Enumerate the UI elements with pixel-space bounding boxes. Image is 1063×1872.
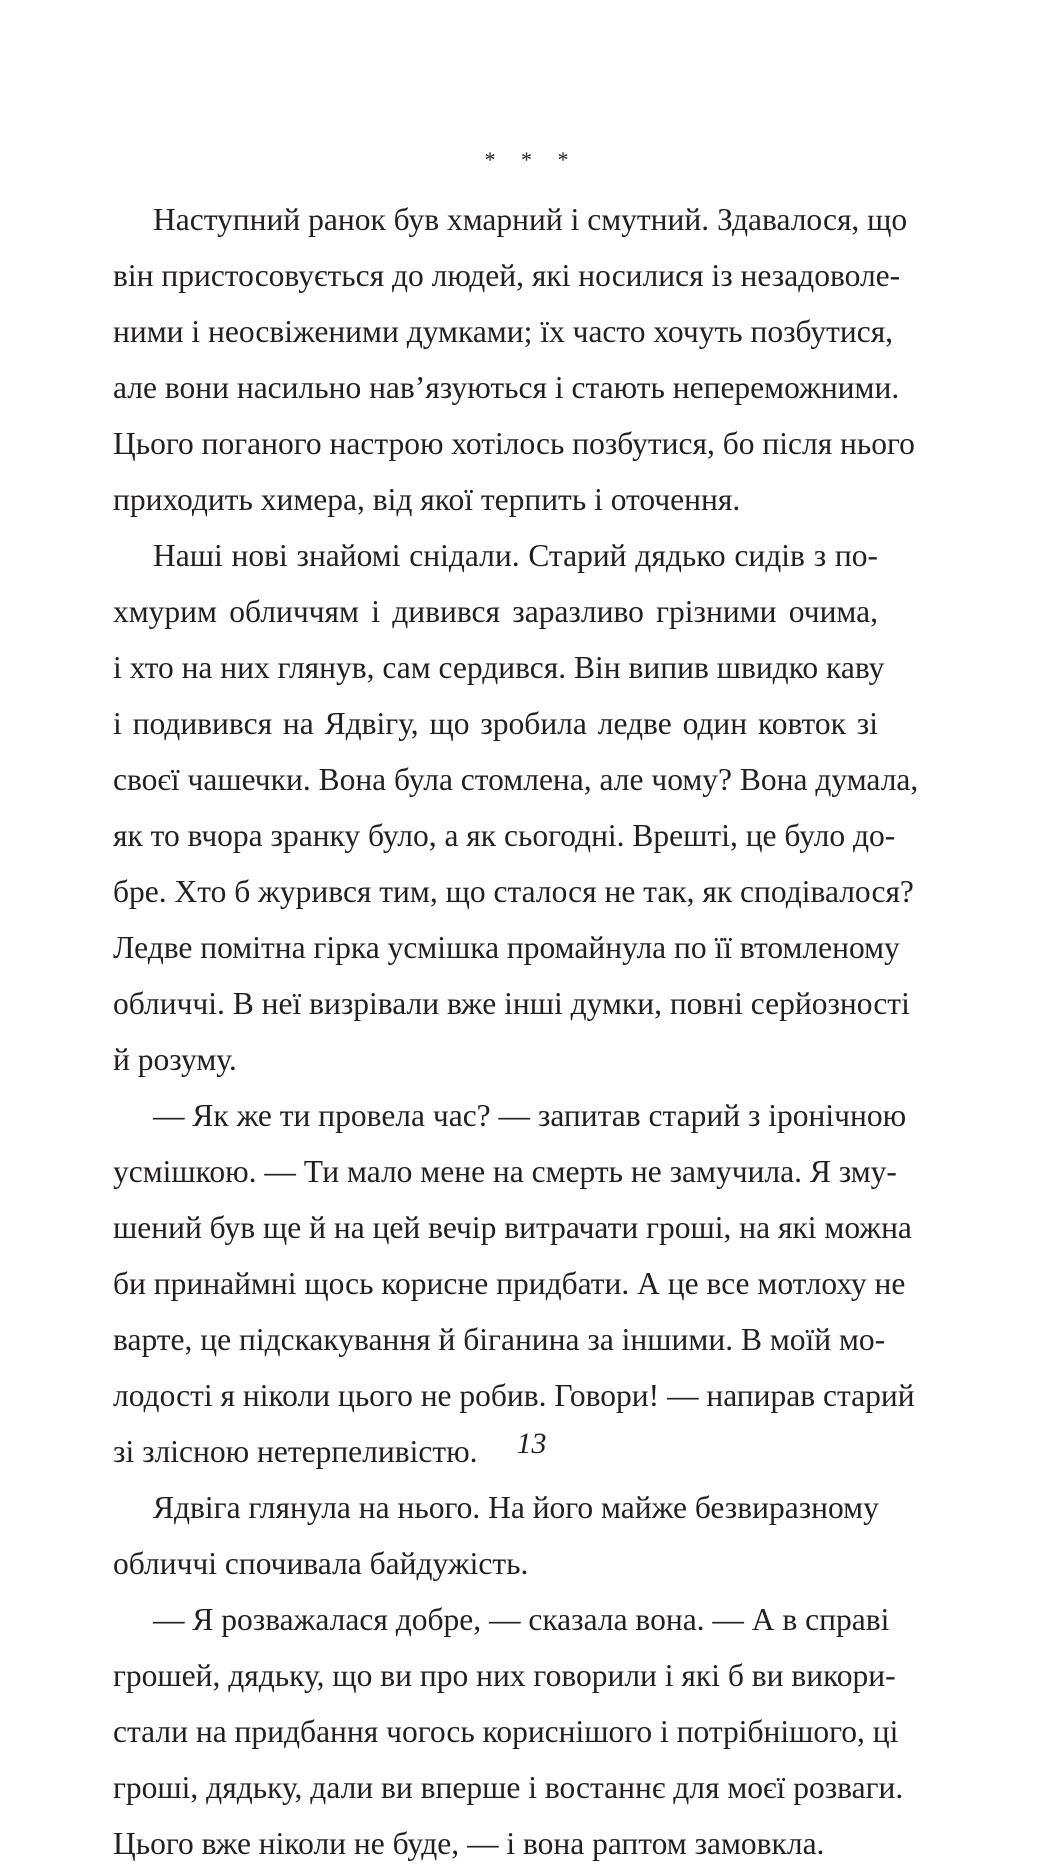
text-line: Ядвіга глянула на нього. На його майже безвиразному	[153, 1490, 879, 1525]
text-line: і подивився на Ядвігу, що зробила ледве один ковток зі	[113, 706, 878, 741]
text-line: Цього вже ніколи не буде, — і вона раптом замовкла.	[113, 1826, 825, 1861]
text-line: але вони насильно нав’язуються і стають непереможними.	[113, 370, 900, 405]
text-line: і хто на них глянув, сам сердився. Він випив швидко каву	[113, 650, 885, 685]
paragraph	[113, 1088, 915, 1480]
text-line: грошей, дядьку, що ви про них говорили і які б ви викори-	[113, 1658, 896, 1693]
text-line: гроші, дядьку, дали ви вперше і востаннє для моєї розваги.	[113, 1770, 904, 1805]
section-break-ornament: * * *	[484, 147, 579, 172]
text-line: своєї чашечки. Вона була стомлена, але чому? Вона думала,	[113, 762, 919, 797]
text-line: приходить химера, від якої терпить і оточення.	[113, 482, 741, 517]
text-line: він пристосовується до людей, які носилися із незадоволе-	[113, 258, 901, 293]
text-line: Наші нові знайомі снідали. Старий дядько сидів з по-	[153, 538, 878, 573]
text-line: би принаймні щось корисне придбати. А це все мотлоху не	[113, 1266, 906, 1301]
paragraph	[113, 192, 915, 528]
text-line: обличчі. В неї визрівали вже інші думки, повні серйозності	[113, 986, 910, 1021]
text-line: зі злісною нетерпеливістю.	[113, 1434, 478, 1469]
text-line: — Як же ти провела час? — запитав старий з іронічною	[153, 1098, 907, 1133]
paragraph	[113, 528, 919, 1088]
text-line: обличчі спочивала байдужість.	[113, 1546, 529, 1581]
text-line: шений був ще й на цей вечір витрачати гроші, на які можна	[113, 1210, 912, 1245]
text-line: лодості я ніколи цього не робив. Говори! — напирав старий	[113, 1378, 915, 1413]
page-number: 13	[516, 1427, 547, 1460]
text-line: варте, це підскакування й біганина за іншими. В моїй мо-	[113, 1322, 886, 1357]
text-line: Наступний ранок був хмарний і смутний. Здавалося, що	[153, 202, 908, 237]
text-line: ними і неосвіженими думками; їх часто хочуть позбутися,	[113, 314, 894, 349]
text-line: бре. Хто б журився тим, що сталося не так, як сподівалося?	[113, 874, 914, 909]
text-line: Цього поганого настрою хотілось позбутися, бо після нього	[113, 426, 915, 461]
text-line: стали на придбання чогось кориснішого і потрібнішого, ці	[113, 1714, 899, 1749]
text-line: як то вчора зранку було, а як сьогодні. Врешті, це було до-	[113, 818, 896, 853]
body-text	[113, 192, 919, 1872]
paragraph	[113, 1592, 904, 1872]
text-line: хмурим обличчям і дивився заразливо грізними очима,	[113, 594, 878, 629]
text-line: — Я розважалася добре, — сказала вона. — А в справі	[153, 1602, 890, 1637]
text-line: усмішкою. — Ти мало мене на смерть не замучила. Я зму-	[113, 1154, 897, 1189]
paragraph	[113, 1480, 878, 1592]
text-line: Ледве помітна гірка усмішка промайнула по її втомленому	[113, 930, 900, 965]
text-line: й розуму.	[113, 1042, 237, 1077]
